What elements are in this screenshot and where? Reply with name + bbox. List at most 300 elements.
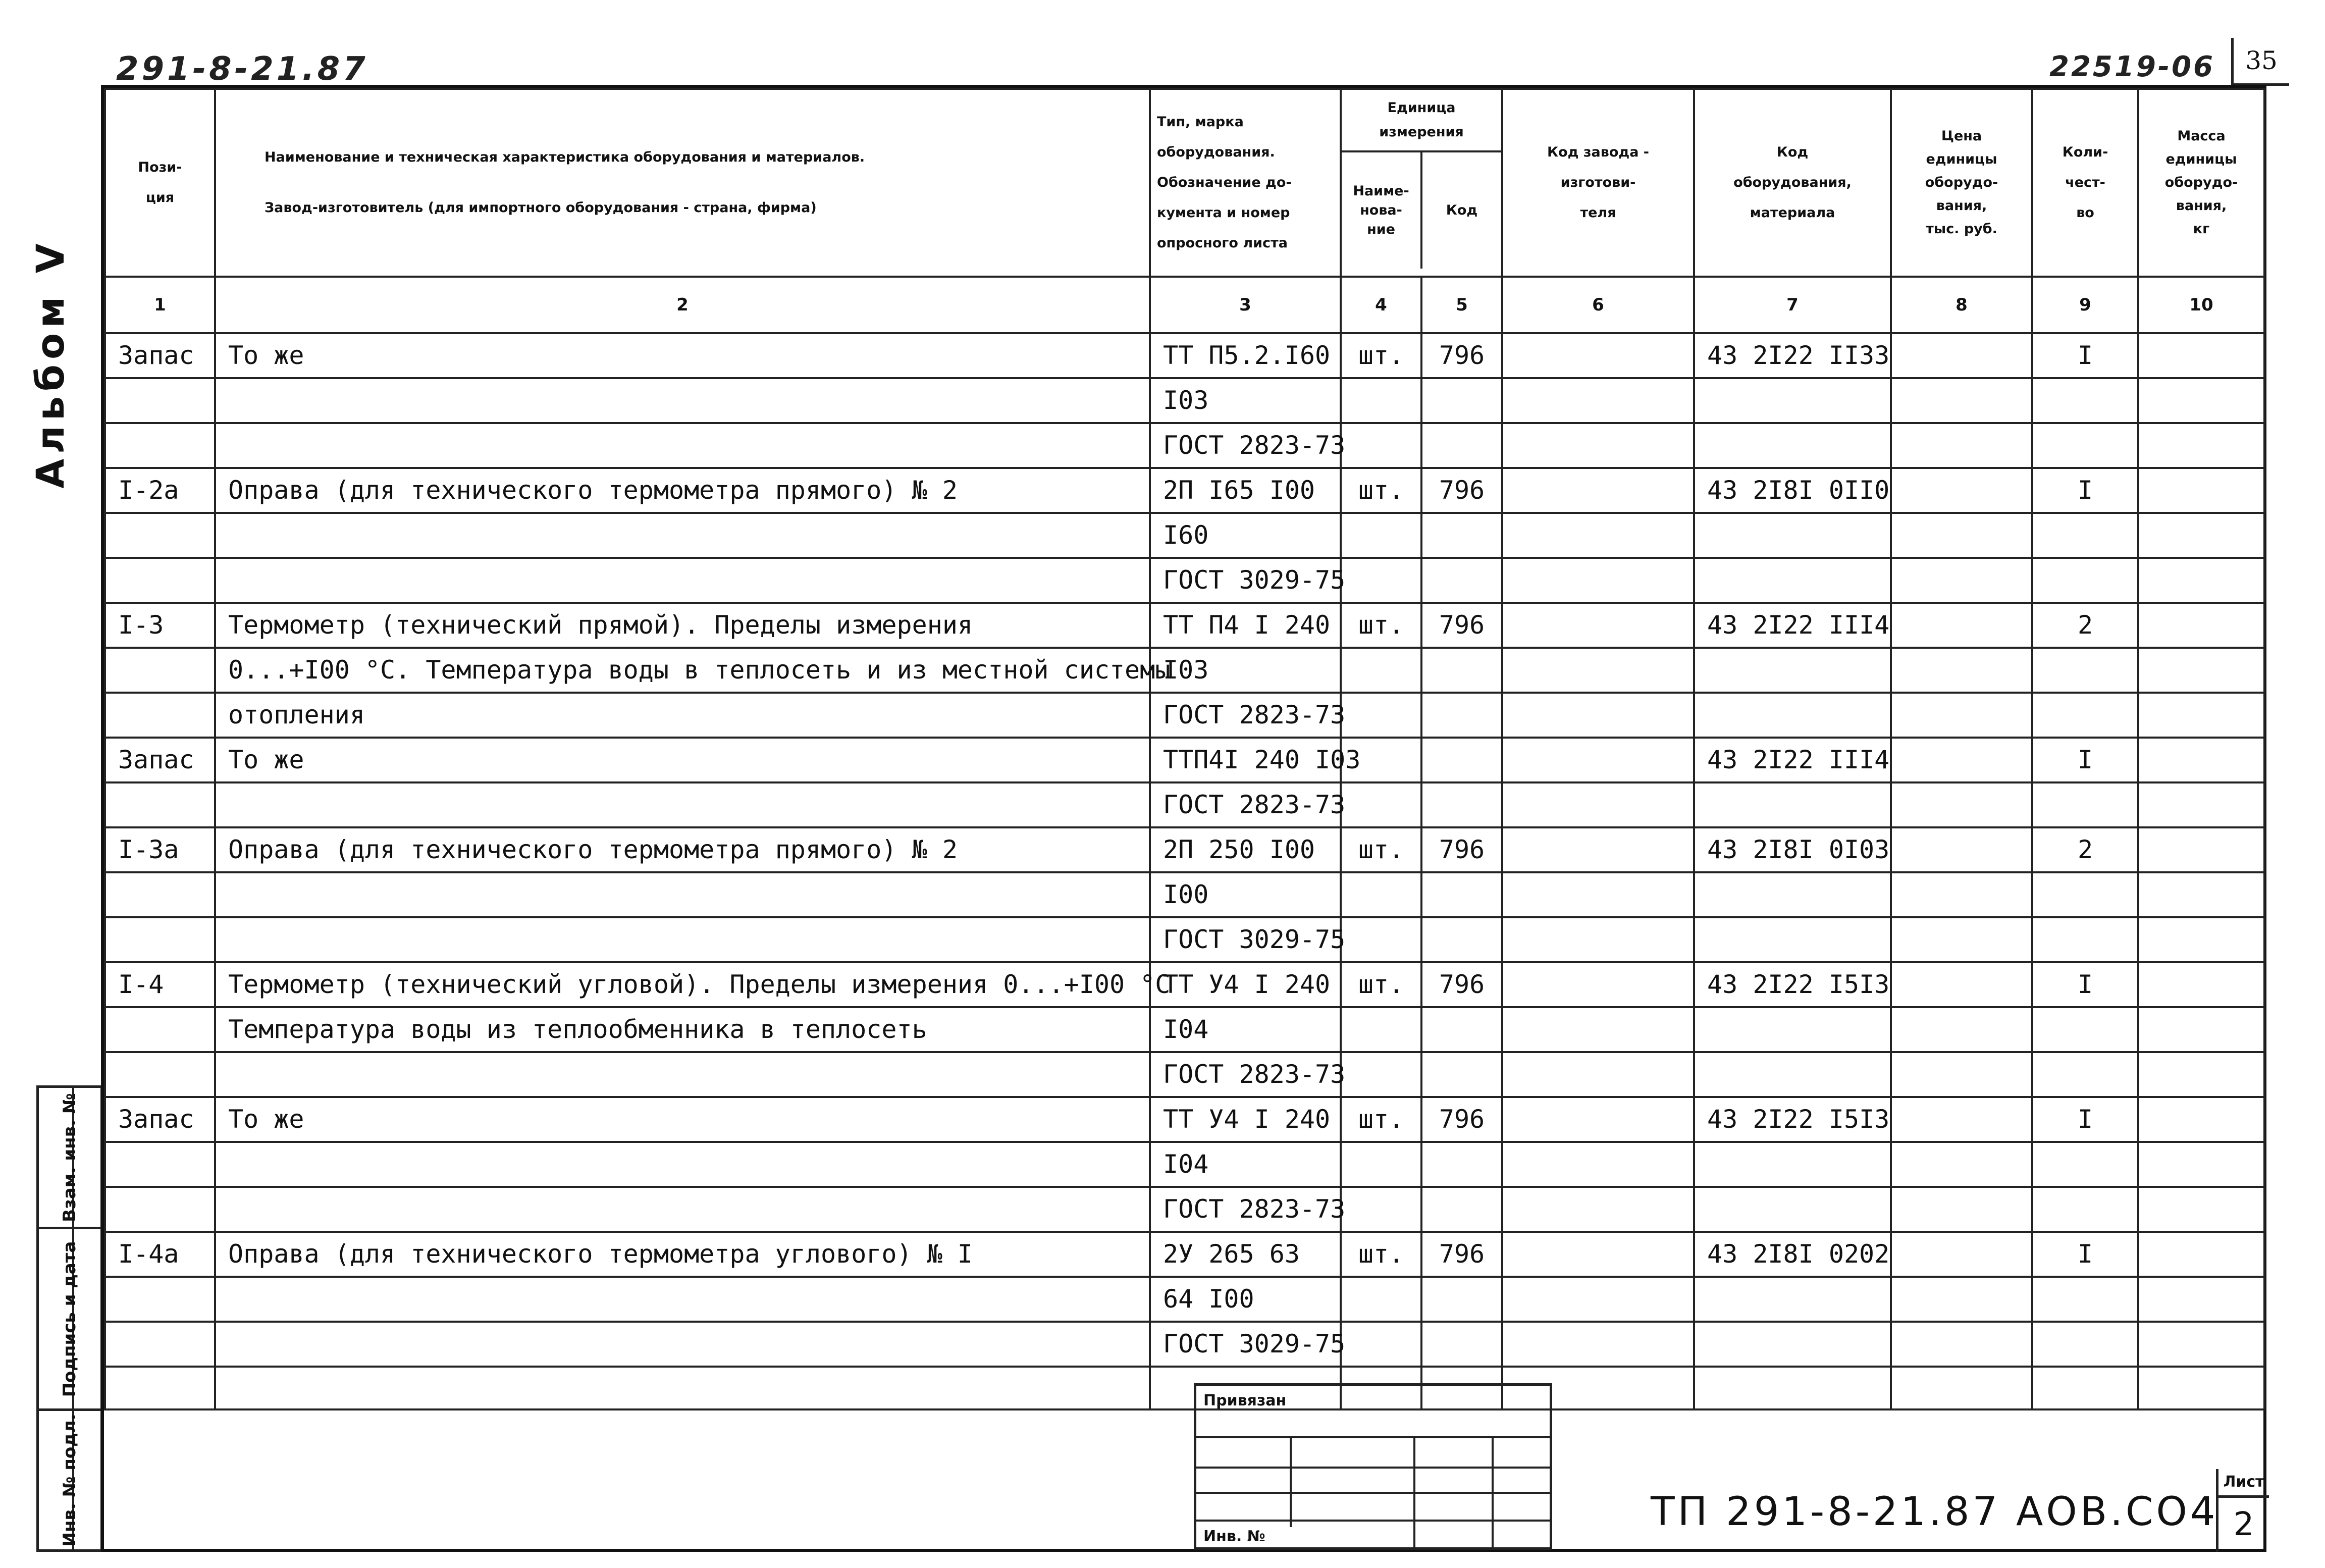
cell-equipment-code: 43 2I22 III4 xyxy=(1694,603,1891,648)
cell-equipment-code xyxy=(1694,872,1891,917)
cell-name xyxy=(215,1367,1150,1409)
album-label: Альбом V xyxy=(28,238,73,489)
cell-equipment-code xyxy=(1694,1367,1891,1409)
cell-unit: шт. xyxy=(1341,333,1421,378)
stamp-line xyxy=(1290,1436,1292,1527)
cell-name: Термометр (технический прямой). Пределы измерения xyxy=(215,603,1150,648)
cell-price xyxy=(1891,782,2032,827)
cell-mass xyxy=(2138,423,2264,468)
cell-quantity xyxy=(2032,1322,2138,1367)
archive-number-handwritten: 22519-06 xyxy=(2049,50,2215,83)
cell-type: ТТ П5.2.I60 xyxy=(1150,333,1341,378)
table-row xyxy=(105,468,2264,513)
cell-position: I-2а xyxy=(105,468,215,513)
cell-price xyxy=(1891,1097,2032,1142)
cell-quantity xyxy=(2032,1277,2138,1322)
cell-name: Оправа (для технического термометра прямого) № 2 xyxy=(215,827,1150,872)
cell-position xyxy=(105,1052,215,1097)
cell-quantity xyxy=(2032,872,2138,917)
cell-maker-code xyxy=(1502,1142,1694,1187)
cell-mass xyxy=(2138,1277,2264,1322)
cell-position xyxy=(105,648,215,693)
side-stamp-inventory xyxy=(39,1411,100,1549)
cell-type: 2П I65 I00 xyxy=(1150,468,1341,513)
cell-name: Температура воды из теплообменника в теплосеть xyxy=(215,1007,1150,1052)
cell-quantity xyxy=(2032,423,2138,468)
cell-equipment-code: 43 2I22 I5I3 xyxy=(1694,1097,1891,1142)
cell-equipment-code xyxy=(1694,1322,1891,1367)
cell-unit xyxy=(1341,1142,1421,1187)
cell-quantity: I xyxy=(2032,1097,2138,1142)
cell-unit-code xyxy=(1421,1007,1502,1052)
cell-mass xyxy=(2138,1142,2264,1187)
cell-maker-code xyxy=(1502,827,1694,872)
cell-price xyxy=(1891,1232,2032,1277)
cell-type: 64 I00 xyxy=(1150,1277,1341,1322)
table-row xyxy=(105,423,2264,468)
cell-name xyxy=(215,1142,1150,1187)
cell-unit: шт. xyxy=(1341,827,1421,872)
binding-stamp xyxy=(1194,1383,1552,1550)
cell-name: То же xyxy=(215,738,1150,782)
header-equipment-code: Код оборудования, материала xyxy=(1694,89,1891,277)
cell-unit-code xyxy=(1421,917,1502,962)
column-number-row xyxy=(105,277,2264,333)
sheet-number: 2 xyxy=(2233,1506,2254,1543)
cell-unit-code: 796 xyxy=(1421,1232,1502,1277)
cell-type: I60 xyxy=(1150,513,1341,558)
cell-quantity xyxy=(2032,558,2138,603)
cell-position xyxy=(105,782,215,827)
cell-type: I04 xyxy=(1150,1142,1341,1187)
cell-unit-code xyxy=(1421,558,1502,603)
table-row xyxy=(105,1007,2264,1052)
table-header-row xyxy=(105,89,2264,277)
cell-name xyxy=(215,1187,1150,1232)
cell-mass xyxy=(2138,1367,2264,1409)
cell-name xyxy=(215,1277,1150,1322)
cell-equipment-code xyxy=(1694,693,1891,738)
cell-name xyxy=(215,1052,1150,1097)
cell-position: Запас xyxy=(105,738,215,782)
cell-price xyxy=(1891,378,2032,423)
cell-unit xyxy=(1341,1187,1421,1232)
cell-position xyxy=(105,1142,215,1187)
cell-equipment-code xyxy=(1694,378,1891,423)
cell-unit xyxy=(1341,872,1421,917)
cell-maker-code xyxy=(1502,1232,1694,1277)
column-number: 4 xyxy=(1341,277,1421,333)
cell-type: I03 xyxy=(1150,378,1341,423)
header-unit-title: Единица измерения xyxy=(1342,90,1501,152)
cell-unit-code: 796 xyxy=(1421,603,1502,648)
cell-quantity xyxy=(2032,917,2138,962)
column-number: 6 xyxy=(1502,277,1694,333)
cell-unit xyxy=(1341,1007,1421,1052)
cell-mass xyxy=(2138,782,2264,827)
table-row xyxy=(105,648,2264,693)
table-row xyxy=(105,1232,2264,1277)
cell-quantity: 2 xyxy=(2032,827,2138,872)
cell-equipment-code: 43 2I22 II33 xyxy=(1694,333,1891,378)
cell-unit xyxy=(1341,693,1421,738)
cell-mass xyxy=(2138,1007,2264,1052)
stamp-line xyxy=(1196,1520,1550,1522)
cell-maker-code xyxy=(1502,917,1694,962)
cell-mass xyxy=(2138,872,2264,917)
side-stamp-signature xyxy=(39,1229,100,1411)
cell-unit xyxy=(1341,378,1421,423)
cell-quantity xyxy=(2032,693,2138,738)
cell-unit-code: 796 xyxy=(1421,962,1502,1007)
cell-equipment-code: 43 2I22 III4 xyxy=(1694,738,1891,782)
cell-maker-code xyxy=(1502,1097,1694,1142)
stamp-line xyxy=(1196,1467,1550,1469)
cell-unit-code xyxy=(1421,693,1502,738)
cell-quantity: 2 xyxy=(2032,603,2138,648)
document-number: ТП 291-8-21.87 АОВ.СО4 xyxy=(1651,1489,2218,1535)
cell-equipment-code xyxy=(1694,558,1891,603)
cell-equipment-code: 43 2I8I 0I03 xyxy=(1694,827,1891,872)
cell-unit-code xyxy=(1421,378,1502,423)
cell-position xyxy=(105,693,215,738)
cell-quantity: I xyxy=(2032,738,2138,782)
header-type: Тип, марка оборудования. Обозначение до- кумента и номер опросного листа xyxy=(1150,89,1341,277)
header-name-line1: Наименование и техническая характеристика оборудования и материалов. xyxy=(265,149,865,165)
cell-mass xyxy=(2138,827,2264,872)
cell-mass xyxy=(2138,1052,2264,1097)
header-mass: Масса единицы оборудо- вания, кг xyxy=(2138,89,2264,277)
specification-table xyxy=(104,88,2265,1410)
cell-name: То же xyxy=(215,333,1150,378)
cell-position xyxy=(105,1007,215,1052)
header-price: Цена единицы оборудо- вания, тыс. руб. xyxy=(1891,89,2032,277)
table-row xyxy=(105,1142,2264,1187)
cell-equipment-code xyxy=(1694,1052,1891,1097)
cell-type: ГОСТ 2823-73 xyxy=(1150,693,1341,738)
cell-unit xyxy=(1341,917,1421,962)
cell-type: I03 xyxy=(1150,648,1341,693)
column-number: 8 xyxy=(1891,277,2032,333)
stamp-line xyxy=(1196,1492,1550,1494)
cell-mass xyxy=(2138,333,2264,378)
cell-quantity xyxy=(2032,1007,2138,1052)
cell-unit-code: 796 xyxy=(1421,333,1502,378)
cell-maker-code xyxy=(1502,558,1694,603)
cell-price xyxy=(1891,603,2032,648)
cell-quantity: I xyxy=(2032,333,2138,378)
cell-price xyxy=(1891,693,2032,738)
cell-type: ТТ У4 I 240 xyxy=(1150,962,1341,1007)
cell-position: I-4а xyxy=(105,1232,215,1277)
cell-unit-code xyxy=(1421,738,1502,782)
table-row xyxy=(105,1322,2264,1367)
cell-maker-code xyxy=(1502,513,1694,558)
cell-price xyxy=(1891,917,2032,962)
cell-price xyxy=(1891,513,2032,558)
table-row xyxy=(105,1052,2264,1097)
cell-type: ТТ У4 I 240 xyxy=(1150,1097,1341,1142)
cell-price xyxy=(1891,1052,2032,1097)
cell-type: ТТ П4 I 240 xyxy=(1150,603,1341,648)
column-number: 9 xyxy=(2032,277,2138,333)
cell-type: ГОСТ 2823-73 xyxy=(1150,1052,1341,1097)
column-number: 1 xyxy=(105,277,215,333)
document-code-handwritten: 291-8-21.87 xyxy=(116,50,368,88)
cell-equipment-code: 43 2I8I 0202 xyxy=(1694,1232,1891,1277)
cell-name xyxy=(215,1322,1150,1367)
cell-maker-code xyxy=(1502,1052,1694,1097)
sheet-box xyxy=(2216,1469,2269,1552)
column-number: 3 xyxy=(1150,277,1341,333)
cell-equipment-code xyxy=(1694,513,1891,558)
cell-name xyxy=(215,872,1150,917)
cell-mass xyxy=(2138,1187,2264,1232)
cell-unit-code xyxy=(1421,1187,1502,1232)
cell-unit: шт. xyxy=(1341,468,1421,513)
cell-maker-code xyxy=(1502,693,1694,738)
cell-maker-code xyxy=(1502,378,1694,423)
cell-unit-code xyxy=(1421,1277,1502,1322)
cell-maker-code xyxy=(1502,782,1694,827)
cell-unit-code xyxy=(1421,1142,1502,1187)
cell-name xyxy=(215,378,1150,423)
corner-sheet-number: 35 xyxy=(2231,38,2289,86)
cell-price xyxy=(1891,738,2032,782)
cell-quantity xyxy=(2032,513,2138,558)
cell-type: 2У 265 63 xyxy=(1150,1232,1341,1277)
cell-quantity xyxy=(2032,648,2138,693)
cell-equipment-code xyxy=(1694,917,1891,962)
cell-equipment-code: 43 2I22 I5I3 xyxy=(1694,962,1891,1007)
table-row xyxy=(105,827,2264,872)
cell-type: ГОСТ 3029-75 xyxy=(1150,917,1341,962)
table-row xyxy=(105,1187,2264,1232)
cell-unit-code: 796 xyxy=(1421,1097,1502,1142)
table-row xyxy=(105,513,2264,558)
table-row xyxy=(105,603,2264,648)
header-position: Пози- ция xyxy=(105,89,215,277)
cell-mass xyxy=(2138,378,2264,423)
cell-unit-code xyxy=(1421,513,1502,558)
cell-type: ГОСТ 3029-75 xyxy=(1150,558,1341,603)
cell-name: отопления xyxy=(215,693,1150,738)
cell-type: I04 xyxy=(1150,1007,1341,1052)
cell-unit xyxy=(1341,423,1421,468)
cell-name: Термометр (технический угловой). Пределы измерения 0...+I00 °С xyxy=(215,962,1150,1007)
table-row xyxy=(105,872,2264,917)
cell-name: Оправа (для технического термометра углового) № I xyxy=(215,1232,1150,1277)
cell-position xyxy=(105,917,215,962)
cell-type: ТТП4I 240 I03 xyxy=(1150,738,1341,782)
cell-name: Оправа (для технического термометра прямого) № 2 xyxy=(215,468,1150,513)
cell-position: Запас xyxy=(105,1097,215,1142)
cell-equipment-code xyxy=(1694,423,1891,468)
header-unit-code: Код xyxy=(1420,152,1501,269)
sheet-label: Лист xyxy=(2218,1469,2269,1498)
side-stamp-inventory-label: Инв. № подл. xyxy=(60,1414,80,1547)
cell-price xyxy=(1891,827,2032,872)
cell-type: ГОСТ 2823-73 xyxy=(1150,1187,1341,1232)
cell-name xyxy=(215,423,1150,468)
cell-unit-code xyxy=(1421,1052,1502,1097)
cell-unit-code xyxy=(1421,1322,1502,1367)
cell-quantity xyxy=(2032,1367,2138,1409)
cell-price xyxy=(1891,468,2032,513)
cell-maker-code xyxy=(1502,872,1694,917)
header-name xyxy=(215,89,1150,277)
stamp-privyazan-label: Привязан xyxy=(1203,1392,1287,1409)
cell-unit-code xyxy=(1421,423,1502,468)
column-number: 5 xyxy=(1421,277,1502,333)
cell-price xyxy=(1891,1277,2032,1322)
header-unit xyxy=(1341,89,1502,277)
cell-position: I-4 xyxy=(105,962,215,1007)
side-stamp-vzam-label: Взам. инв. № xyxy=(60,1092,80,1222)
cell-mass xyxy=(2138,513,2264,558)
cell-equipment-code xyxy=(1694,1007,1891,1052)
cell-position xyxy=(105,513,215,558)
cell-unit-code xyxy=(1421,872,1502,917)
cell-unit: шт. xyxy=(1341,1232,1421,1277)
table-row xyxy=(105,962,2264,1007)
cell-price xyxy=(1891,1187,2032,1232)
cell-mass xyxy=(2138,693,2264,738)
cell-name: 0...+I00 °С. Температура воды в теплосеть и из местной системы xyxy=(215,648,1150,693)
cell-position xyxy=(105,378,215,423)
cell-equipment-code xyxy=(1694,1187,1891,1232)
side-stamp-vzam xyxy=(39,1088,100,1229)
cell-mass xyxy=(2138,648,2264,693)
cell-unit: шт. xyxy=(1341,962,1421,1007)
table-row xyxy=(105,782,2264,827)
cell-type: ГОСТ 3029-75 xyxy=(1150,1322,1341,1367)
table-row xyxy=(105,1277,2264,1322)
cell-unit xyxy=(1341,558,1421,603)
cell-position xyxy=(105,1187,215,1232)
cell-equipment-code xyxy=(1694,648,1891,693)
cell-price xyxy=(1891,1142,2032,1187)
cell-unit xyxy=(1341,1052,1421,1097)
cell-type: ГОСТ 2823-73 xyxy=(1150,782,1341,827)
cell-name: То же xyxy=(215,1097,1150,1142)
header-unit-name: Наиме- нова- ние xyxy=(1353,183,1409,237)
cell-maker-code xyxy=(1502,962,1694,1007)
cell-price xyxy=(1891,1367,2032,1409)
cell-maker-code xyxy=(1502,603,1694,648)
cell-price xyxy=(1891,1007,2032,1052)
cell-equipment-code: 43 2I8I 0II0 xyxy=(1694,468,1891,513)
cell-mass xyxy=(2138,1322,2264,1367)
cell-maker-code xyxy=(1502,1322,1694,1367)
cell-name xyxy=(215,513,1150,558)
approval-side-stamp xyxy=(36,1085,103,1552)
cell-type: I00 xyxy=(1150,872,1341,917)
cell-equipment-code xyxy=(1694,782,1891,827)
cell-position xyxy=(105,1367,215,1409)
cell-name xyxy=(215,917,1150,962)
cell-unit xyxy=(1341,1277,1421,1322)
cell-mass xyxy=(2138,917,2264,962)
table-row xyxy=(105,917,2264,962)
cell-mass xyxy=(2138,1097,2264,1142)
cell-quantity: I xyxy=(2032,962,2138,1007)
cell-name xyxy=(215,558,1150,603)
cell-maker-code xyxy=(1502,333,1694,378)
cell-unit-code xyxy=(1421,782,1502,827)
cell-mass xyxy=(2138,738,2264,782)
cell-position xyxy=(105,1322,215,1367)
cell-maker-code xyxy=(1502,423,1694,468)
table-row xyxy=(105,738,2264,782)
cell-price xyxy=(1891,962,2032,1007)
cell-unit xyxy=(1341,1322,1421,1367)
cell-equipment-code xyxy=(1694,1277,1891,1322)
cell-price xyxy=(1891,558,2032,603)
cell-name xyxy=(215,782,1150,827)
cell-type: ГОСТ 2823-73 xyxy=(1150,423,1341,468)
cell-unit-code: 796 xyxy=(1421,468,1502,513)
table-row xyxy=(105,378,2264,423)
cell-maker-code xyxy=(1502,1007,1694,1052)
cell-mass xyxy=(2138,468,2264,513)
cell-maker-code xyxy=(1502,738,1694,782)
table-row xyxy=(105,1097,2264,1142)
cell-unit-code xyxy=(1421,648,1502,693)
cell-position: I-3а xyxy=(105,827,215,872)
cell-unit xyxy=(1341,648,1421,693)
header-maker-code: Код завода - изготови- теля xyxy=(1502,89,1694,277)
cell-position: I-3 xyxy=(105,603,215,648)
header-quantity: Коли- чест- во xyxy=(2032,89,2138,277)
cell-position xyxy=(105,558,215,603)
cell-mass xyxy=(2138,558,2264,603)
cell-maker-code xyxy=(1502,1277,1694,1322)
stamp-line xyxy=(1413,1436,1415,1547)
cell-quantity: I xyxy=(2032,1232,2138,1277)
table-row xyxy=(105,1367,2264,1409)
cell-quantity xyxy=(2032,1142,2138,1187)
cell-position xyxy=(105,1277,215,1322)
stamp-line xyxy=(1196,1436,1550,1438)
column-number: 2 xyxy=(215,277,1150,333)
cell-unit-code: 796 xyxy=(1421,827,1502,872)
column-number: 10 xyxy=(2138,277,2264,333)
side-stamp-signature-label: Подпись и дата xyxy=(60,1241,80,1397)
cell-mass xyxy=(2138,1232,2264,1277)
cell-unit: шт. xyxy=(1341,603,1421,648)
stamp-inventory-label: Инв. № xyxy=(1203,1528,1265,1545)
cell-mass xyxy=(2138,962,2264,1007)
cell-position: Запас xyxy=(105,333,215,378)
cell-quantity xyxy=(2032,1052,2138,1097)
table-row xyxy=(105,693,2264,738)
cell-price xyxy=(1891,423,2032,468)
cell-position xyxy=(105,423,215,468)
cell-maker-code xyxy=(1502,1187,1694,1232)
cell-price xyxy=(1891,648,2032,693)
column-number: 7 xyxy=(1694,277,1891,333)
cell-maker-code xyxy=(1502,648,1694,693)
stamp-line xyxy=(1492,1436,1494,1547)
cell-unit: шт. xyxy=(1341,1097,1421,1142)
cell-unit xyxy=(1341,513,1421,558)
header-name-line2: Завод-изготовитель (для импортного оборудования - страна, фирма) xyxy=(265,200,817,216)
cell-quantity xyxy=(2032,782,2138,827)
cell-maker-code xyxy=(1502,468,1694,513)
cell-type: 2П 250 I00 xyxy=(1150,827,1341,872)
cell-unit xyxy=(1341,782,1421,827)
